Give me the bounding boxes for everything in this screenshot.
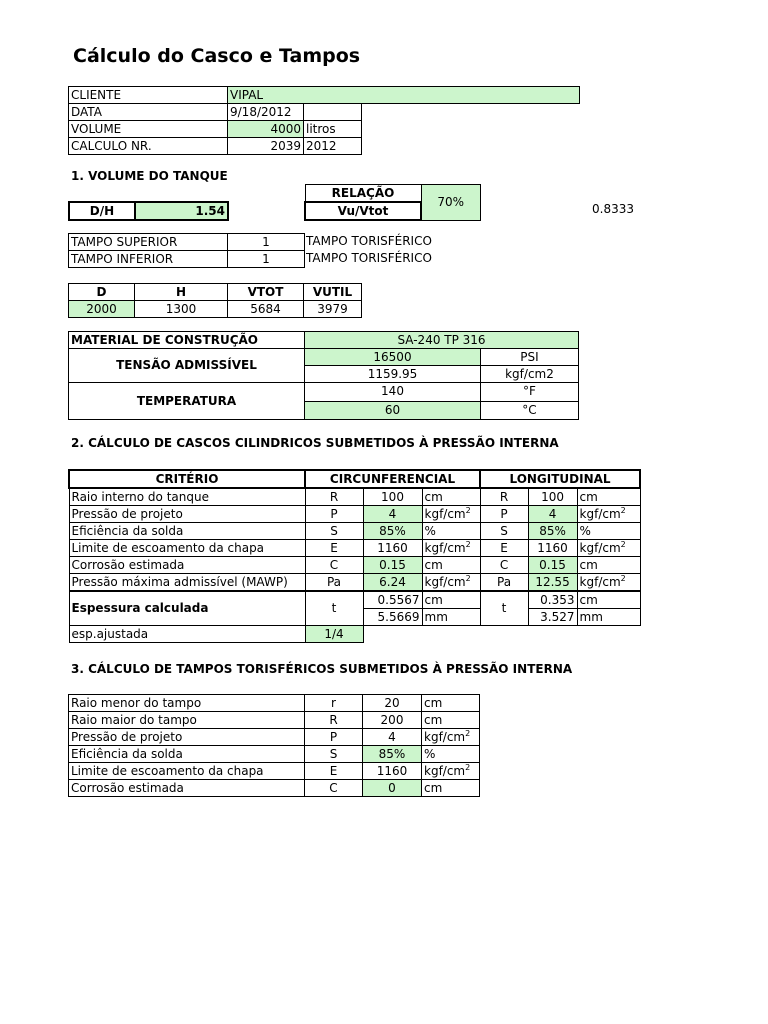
volume-label: VOLUME xyxy=(69,121,228,138)
row-value-long[interactable]: 4 xyxy=(528,506,577,523)
tensao-label: TENSÃO ADMISSÍVEL xyxy=(69,349,305,383)
tensao-psi[interactable]: 16500 xyxy=(305,349,481,366)
row-unit-long: % xyxy=(577,523,640,540)
esp-l-cm-unit: cm xyxy=(577,591,640,609)
row-symbol-circ: S xyxy=(305,523,363,540)
cascos-table xyxy=(68,469,641,643)
row-label: Pressão de projeto xyxy=(69,506,305,523)
row-symbol-long: S xyxy=(480,523,528,540)
unit-superscript: 2 xyxy=(465,728,471,738)
row-value-circ[interactable]: 0.15 xyxy=(363,557,422,574)
section1-title: 1. VOLUME DO TANQUE xyxy=(71,169,228,183)
row-value-circ: 100 xyxy=(363,488,422,506)
section3-title: 3. CÁLCULO DE TAMPOS TORISFÉRICOS SUBMETIDOS À PRESSÃO INTERNA xyxy=(71,662,573,676)
row-value-circ[interactable]: 4 xyxy=(363,506,422,523)
dims-header-d: D xyxy=(69,284,135,301)
row-unit: cm xyxy=(422,695,480,712)
material-label: MATERIAL DE CONSTRUÇÃO xyxy=(69,332,305,349)
cliente-value[interactable]: VIPAL xyxy=(228,87,580,104)
unit-superscript: 2 xyxy=(620,505,626,515)
row-unit-long: kgf/$cm^2$ xyxy=(577,506,640,523)
dims-header-vutil: VUTIL xyxy=(304,284,362,301)
esp-l-mm-unit: mm xyxy=(577,609,640,626)
table-row xyxy=(69,729,480,746)
table-row xyxy=(69,712,480,729)
row-unit-long: kgf/$cm^2$ xyxy=(577,540,640,557)
volume-value[interactable]: 4000 xyxy=(228,121,304,138)
temp-f: 140 xyxy=(305,383,481,402)
row-symbol-circ: P xyxy=(305,506,363,523)
row-unit-circ: kgf/$cm^2$ xyxy=(422,540,480,557)
row-label: Raio maior do tampo xyxy=(69,712,305,729)
row-symbol-circ: R xyxy=(305,488,363,506)
relacao-value[interactable]: 70% xyxy=(421,185,480,221)
unit-superscript: 2 xyxy=(465,762,471,772)
side-value: 0.8333 xyxy=(592,202,634,216)
header-table xyxy=(68,86,580,155)
esp-l-mm: 3.527 xyxy=(528,609,577,626)
row-unit-circ: cm xyxy=(422,488,480,506)
esp-sym-l: t xyxy=(480,591,528,626)
tampo-inf-value[interactable]: 1 xyxy=(228,251,305,268)
material-value[interactable]: SA-240 TP 316 xyxy=(305,332,579,349)
cliente-label: CLIENTE xyxy=(69,87,228,104)
row-value-long: 100 xyxy=(528,488,577,506)
temp-c[interactable]: 60 xyxy=(305,401,481,420)
table-row xyxy=(69,574,640,592)
row-unit-long: kgf/$cm^2$ xyxy=(577,574,640,592)
tampo-sup-type: TAMPO TORISFÉRICO xyxy=(306,234,432,248)
row-value-long[interactable]: 85% xyxy=(528,523,577,540)
dh-label: D/H xyxy=(69,202,135,220)
row-unit: kgf/$cm^2$ xyxy=(422,763,480,780)
tensao-kgf-unit: kgf/cm2 xyxy=(481,366,579,383)
row-label: Limite de escoamento da chapa xyxy=(69,540,305,557)
dims-d-value[interactable]: 2000 xyxy=(69,301,135,318)
material-table xyxy=(68,331,579,420)
table-row xyxy=(69,523,640,540)
temp-f-unit: °F xyxy=(481,383,579,402)
table-row xyxy=(69,488,640,506)
table-row xyxy=(69,763,480,780)
row-symbol-circ: C xyxy=(305,557,363,574)
dh-table xyxy=(68,201,229,221)
row-unit-circ: kgf/$cm^2$ xyxy=(422,574,480,592)
row-value-long[interactable]: 12.55 xyxy=(528,574,577,592)
row-unit: kgf/$cm^2$ xyxy=(422,729,480,746)
row-label: Eficiência da solda xyxy=(69,523,305,540)
esp-c-mm: 5.5669 xyxy=(363,609,422,626)
esp-label: Espessura calculada xyxy=(69,591,305,626)
temp-label: TEMPERATURA xyxy=(69,383,305,420)
row-value-circ[interactable]: 6.24 xyxy=(363,574,422,592)
col-long: LONGITUDINAL xyxy=(480,470,640,488)
unit-superscript: 2 xyxy=(620,573,626,583)
row-symbol: R xyxy=(305,712,363,729)
row-unit-long: cm xyxy=(577,557,640,574)
row-symbol: r xyxy=(305,695,363,712)
tampo-sup-value[interactable]: 1 xyxy=(228,234,305,251)
calculo-year: 2012 xyxy=(304,138,362,155)
row-value[interactable]: 85% xyxy=(363,746,422,763)
tampos-calc-table xyxy=(68,694,480,797)
row-symbol: C xyxy=(305,780,363,797)
tampo-inf-type: TAMPO TORISFÉRICO xyxy=(306,251,432,265)
col-circ: CIRCUNFERENCIAL xyxy=(305,470,480,488)
calculo-value: 2039 xyxy=(228,138,304,155)
row-value: 200 xyxy=(363,712,422,729)
esp-l-cm: 0.353 xyxy=(528,591,577,609)
row-label: Corrosão estimada xyxy=(69,557,305,574)
section2-title: 2. CÁLCULO DE CASCOS CILINDRICOS SUBMETIDOS À PRESSÃO INTERNA xyxy=(71,436,559,450)
dims-vutil-value: 3979 xyxy=(304,301,362,318)
esp-sym-c: t xyxy=(305,591,363,626)
temp-c-unit: °C xyxy=(481,401,579,420)
data-value[interactable]: 9/18/2012 xyxy=(228,104,304,121)
row-label: Raio menor do tampo xyxy=(69,695,305,712)
row-symbol-circ: E xyxy=(305,540,363,557)
row-unit: % xyxy=(422,746,480,763)
row-symbol: P xyxy=(305,729,363,746)
dims-header-vtot: VTOT xyxy=(228,284,304,301)
row-value: 1160 xyxy=(363,763,422,780)
row-unit: cm xyxy=(422,780,480,797)
row-symbol: S xyxy=(305,746,363,763)
tampo-inf-label: TAMPO INFERIOR xyxy=(69,251,228,268)
row-value-circ: 1160 xyxy=(363,540,422,557)
data-label: DATA xyxy=(69,104,228,121)
tensao-psi-unit: PSI xyxy=(481,349,579,366)
esp-c-mm-unit: mm xyxy=(422,609,480,626)
row-unit-long: cm xyxy=(577,488,640,506)
row-value-long: 1160 xyxy=(528,540,577,557)
page-title: Cálculo do Casco e Tampos xyxy=(73,45,361,67)
tampos-table xyxy=(68,233,305,268)
row-symbol: E xyxy=(305,763,363,780)
col-criterio: CRITÉRIO xyxy=(69,470,305,488)
row-value-circ[interactable]: 85% xyxy=(363,523,422,540)
volume-unit: litros xyxy=(304,121,362,138)
row-symbol-long: Pa xyxy=(480,574,528,592)
tampo-sup-label: TAMPO SUPERIOR xyxy=(69,234,228,251)
table-row xyxy=(69,695,480,712)
dims-table-grid xyxy=(68,283,362,318)
ajust-label: esp.ajustada xyxy=(69,626,305,643)
table-row xyxy=(69,506,640,523)
ajust-value[interactable]: 1/4 xyxy=(305,626,363,643)
row-unit-circ: cm xyxy=(422,557,480,574)
dims-vtot-value: 5684 xyxy=(228,301,304,318)
relacao-table xyxy=(304,184,481,221)
calculo-label: CALCULO NR. xyxy=(69,138,228,155)
table-row xyxy=(69,746,480,763)
unit-superscript: 2 xyxy=(465,573,471,583)
esp-c-cm-unit: cm xyxy=(422,591,480,609)
row-unit-circ: kgf/$cm^2$ xyxy=(422,506,480,523)
esp-c-cm: 0.5567 xyxy=(363,591,422,609)
unit-superscript: 2 xyxy=(465,539,471,549)
row-symbol-long: C xyxy=(480,557,528,574)
table-row xyxy=(69,540,640,557)
row-label: Limite de escoamento da chapa xyxy=(69,763,305,780)
dims-h-value: 1300 xyxy=(135,301,228,318)
row-label: Corrosão estimada xyxy=(69,780,305,797)
unit-superscript: 2 xyxy=(620,539,626,549)
row-value: 4 xyxy=(363,729,422,746)
row-label: Pressão máxima admissível (MAWP) xyxy=(69,574,305,592)
row-symbol-long: R xyxy=(480,488,528,506)
row-value[interactable]: 0 xyxy=(363,780,422,797)
dh-value: 1.54 xyxy=(135,202,228,220)
row-label: Eficiência da solda xyxy=(69,746,305,763)
table-row xyxy=(69,780,480,797)
row-label: Raio interno do tanque xyxy=(69,488,305,506)
row-symbol-long: E xyxy=(480,540,528,557)
relacao-label: RELAÇÃO xyxy=(305,185,421,203)
row-unit-circ: % xyxy=(422,523,480,540)
unit-superscript: 2 xyxy=(465,505,471,515)
table-row xyxy=(69,557,640,574)
row-symbol-circ: Pa xyxy=(305,574,363,592)
row-unit: cm xyxy=(422,712,480,729)
row-label: Pressão de projeto xyxy=(69,729,305,746)
tensao-kgf: 1159.95 xyxy=(305,366,481,383)
row-value-long[interactable]: 0.15 xyxy=(528,557,577,574)
row-value: 20 xyxy=(363,695,422,712)
row-symbol-long: P xyxy=(480,506,528,523)
dims-header-h: H xyxy=(135,284,228,301)
vu-label: Vu/Vtot xyxy=(305,202,421,220)
